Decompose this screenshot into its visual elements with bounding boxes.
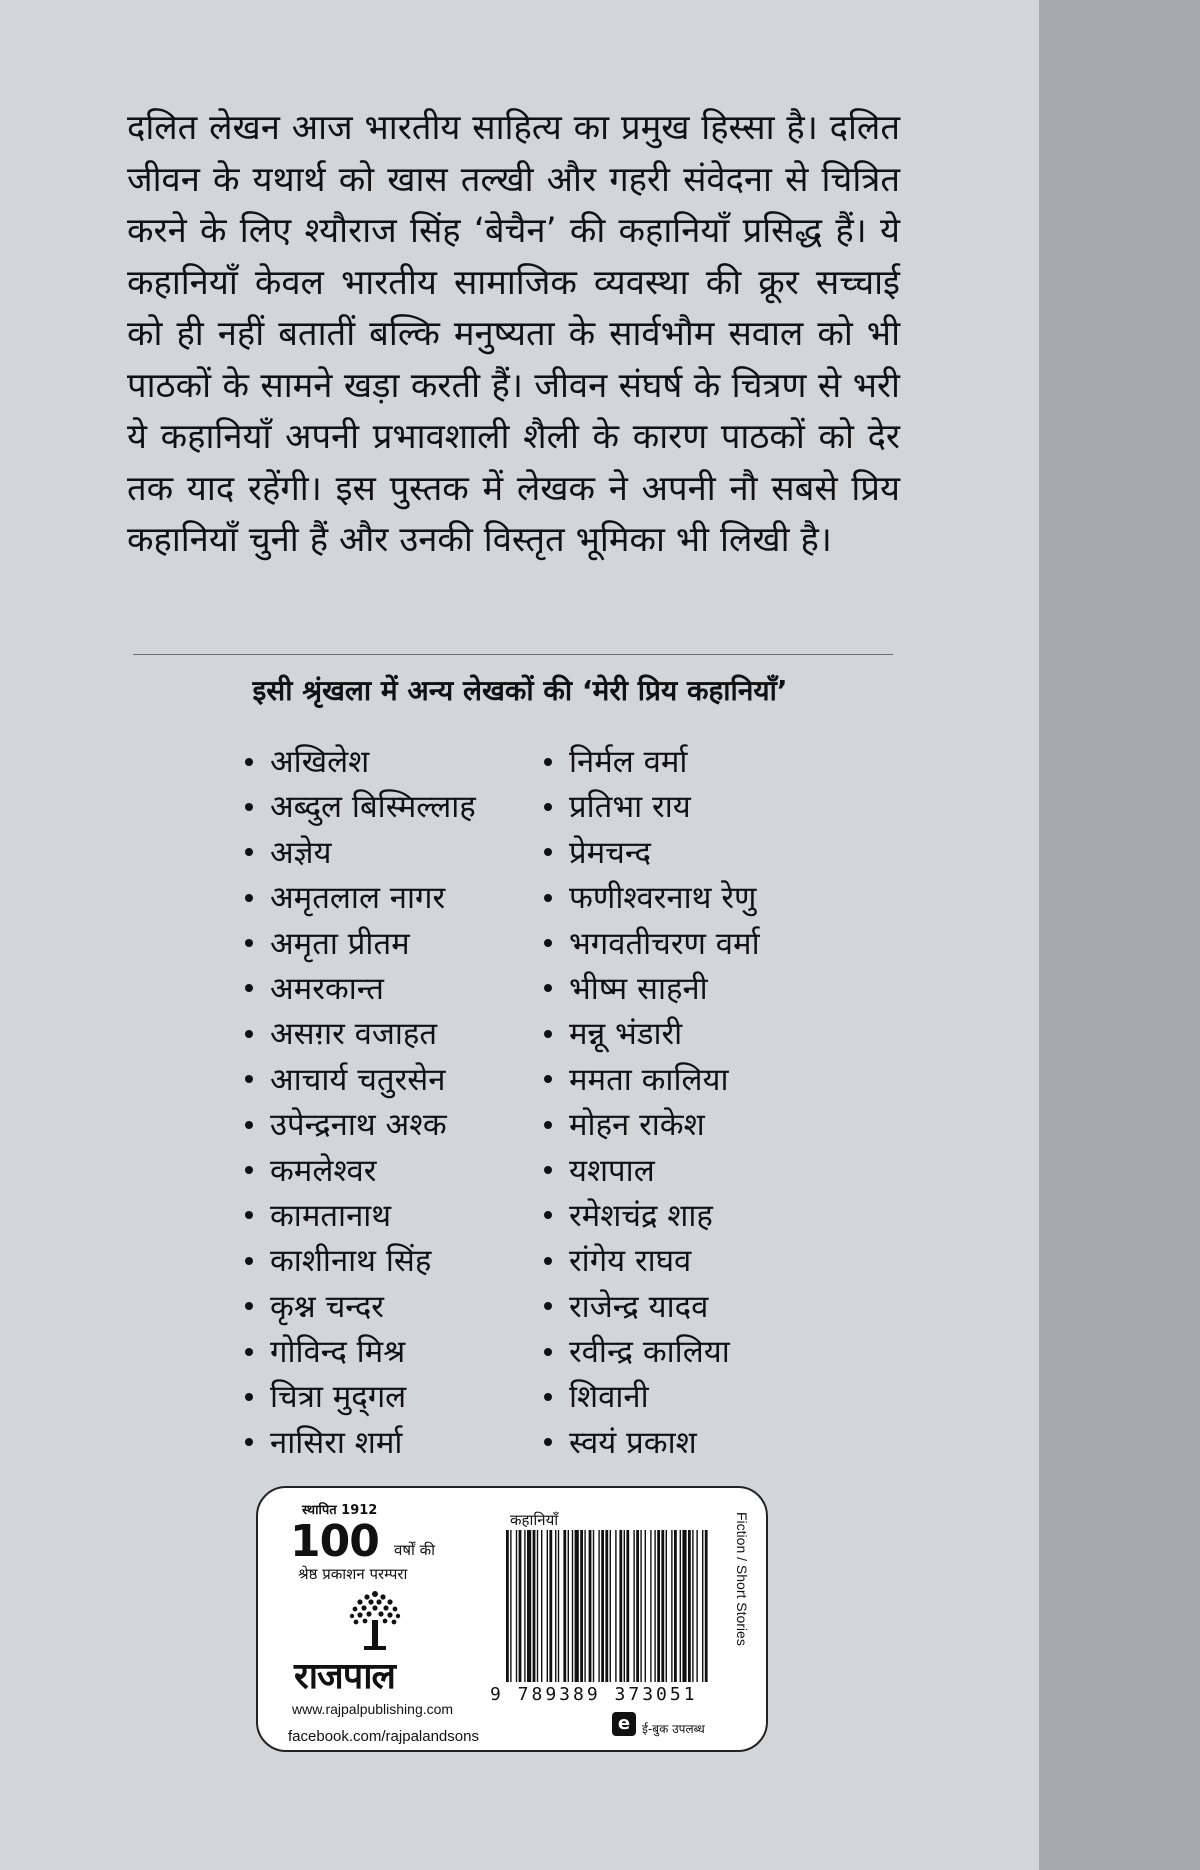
author-list-item [544, 876, 760, 921]
bullet-icon [544, 894, 552, 902]
bullet-icon [245, 894, 253, 902]
author-list-item [544, 1375, 760, 1420]
bullet-icon [544, 939, 552, 947]
barcode-bar [671, 1530, 672, 1682]
author-list-item [544, 740, 760, 785]
author-name: गोविन्द मिश्र [270, 1334, 406, 1371]
barcode-bar [666, 1530, 667, 1682]
author-name: कामतानाथ [270, 1197, 392, 1234]
years-text: वर्षों की [394, 1541, 436, 1559]
author-name: स्वयं प्रकाश [569, 1424, 697, 1461]
barcode-bar [692, 1530, 693, 1682]
barcode-bar [633, 1530, 634, 1682]
established-text: स्थापित 1912 [302, 1503, 378, 1518]
barcode-bar [593, 1530, 594, 1682]
author-name: अखिलेश [270, 744, 370, 780]
bullet-icon [544, 1030, 552, 1038]
bullet-icon [544, 1348, 552, 1356]
barcode-bar [524, 1530, 525, 1682]
author-name: यशपाल [569, 1152, 655, 1189]
barcode-bar [674, 1530, 677, 1682]
bullet-icon [544, 1302, 552, 1310]
barcode-bar [636, 1530, 639, 1682]
divider [133, 654, 893, 655]
bullet-icon [544, 1257, 552, 1265]
bullet-icon [245, 1030, 253, 1038]
barcode-bar [598, 1530, 599, 1682]
author-list-item [544, 1194, 760, 1239]
barcode-bar [510, 1530, 511, 1682]
bullet-icon [544, 1438, 552, 1446]
tradition-text: श्रेष्ठ प्रकाशन परम्परा [298, 1565, 408, 1583]
author-list-item [544, 1421, 760, 1466]
author-list-item [245, 1194, 476, 1239]
author-list-item [544, 1239, 760, 1284]
barcode-bar [527, 1530, 531, 1682]
barcode-bar [537, 1530, 538, 1682]
bullet-icon [245, 1393, 253, 1401]
author-list-item [544, 922, 760, 967]
author-name: उपेन्द्रनाथ अश्क [270, 1107, 447, 1144]
barcode-bar [682, 1530, 686, 1682]
bullet-icon [544, 848, 552, 856]
author-list-item [245, 967, 476, 1012]
author-list-item [544, 1330, 760, 1375]
author-name: फणीश्वरनाथ रेणु [569, 880, 757, 917]
bullet-icon [245, 1166, 253, 1174]
barcode-bar [626, 1530, 629, 1682]
bullet-icon [245, 803, 253, 811]
author-name: रमेशचंद्र शाह [569, 1197, 713, 1234]
barcode-bar [661, 1530, 664, 1682]
barcode-label: कहानियाँ [510, 1511, 559, 1529]
author-name: अमृता प्रीतम [270, 925, 410, 962]
author-list-item [245, 740, 476, 785]
barcode-bar [516, 1530, 517, 1682]
barcode-bar [572, 1530, 573, 1682]
bullet-icon [245, 984, 253, 992]
author-list-right [544, 740, 760, 1466]
author-list-item [245, 1012, 476, 1057]
author-name: चित्रा मुद्‌गल [270, 1379, 407, 1416]
bullet-icon [245, 1438, 253, 1446]
barcode-bar [575, 1530, 579, 1682]
author-name: अमृतलाल नागर [270, 880, 446, 917]
author-list-item [544, 1103, 760, 1148]
author-list-item [245, 831, 476, 876]
centenary-number: 100 [290, 1516, 379, 1567]
tree-logo-icon [346, 1586, 404, 1652]
author-name: अज्ञेय [270, 834, 332, 871]
barcode-bar [705, 1530, 708, 1682]
bullet-icon [245, 939, 253, 947]
facebook-text: facebook.com/rajpalandsons [288, 1728, 479, 1745]
author-name: प्रतिभा राय [569, 789, 691, 826]
author-name: ममता कालिया [569, 1061, 729, 1098]
author-name: मोहन राकेश [569, 1107, 705, 1144]
bullet-icon [245, 758, 253, 766]
author-list-item [245, 922, 476, 967]
author-list-item [544, 785, 760, 830]
author-list-item [245, 876, 476, 921]
author-list-item [544, 1149, 760, 1194]
bullet-icon [245, 1302, 253, 1310]
barcode-bar [654, 1530, 655, 1682]
bullet-icon [544, 984, 552, 992]
bullet-icon [544, 1075, 552, 1083]
author-list-item [245, 1103, 476, 1148]
barcode-bar [645, 1530, 646, 1682]
barcode-bar [580, 1530, 583, 1682]
author-name: मन्नू भंडारी [569, 1016, 683, 1053]
bullet-icon [544, 1166, 552, 1174]
website-text: www.rajpalpublishing.com [292, 1701, 454, 1717]
author-list-item [544, 831, 760, 876]
author-list-item [544, 967, 760, 1012]
barcode-bar [558, 1530, 559, 1682]
author-list-item [245, 1330, 476, 1375]
barcode-bar [541, 1530, 542, 1682]
author-list-item [245, 1375, 476, 1420]
barcode-bar [702, 1530, 703, 1682]
author-list-left [245, 740, 476, 1466]
author-list-item [245, 785, 476, 830]
barcode-bar [624, 1530, 625, 1682]
bullet-icon [245, 1257, 253, 1265]
bullet-icon [245, 1211, 253, 1219]
author-name: आचार्य चतुरसेन [270, 1061, 446, 1098]
bullet-icon [245, 1348, 253, 1356]
barcode-bar [547, 1530, 548, 1682]
bullet-icon [245, 1121, 253, 1129]
author-name: काशीनाथ सिंह [270, 1243, 432, 1280]
barcode-bar [688, 1530, 691, 1682]
barcode-bar [680, 1530, 681, 1682]
publisher-box [256, 1486, 768, 1752]
author-list-item [544, 1058, 760, 1103]
bullet-icon [544, 1211, 552, 1219]
barcode-bar [506, 1530, 509, 1682]
bullet-icon [245, 1075, 253, 1083]
ebook-available-text: ई-बुक उपलब्ध [642, 1722, 705, 1736]
barcode-bar [555, 1530, 556, 1682]
author-name: भीष्म साहनी [569, 970, 708, 1007]
barcode-bar [650, 1530, 651, 1682]
barcode-bar [696, 1530, 697, 1682]
author-list-item [245, 1149, 476, 1194]
ebook-icon: e [612, 1712, 636, 1736]
author-name: अब्दुल बिस्मिल्लाह [270, 789, 476, 826]
barcode [506, 1530, 708, 1682]
barcode-bar [563, 1530, 566, 1682]
barcode-bar [615, 1530, 616, 1682]
author-name: असग़र वजाहत [270, 1016, 438, 1053]
barcode-bar [533, 1530, 536, 1682]
barcode-bar [610, 1530, 611, 1682]
author-name: अमरकान्त [270, 970, 384, 1007]
barcode-bar [657, 1530, 660, 1682]
publisher-logo: राजपाल [294, 1656, 395, 1697]
author-list-item [245, 1239, 476, 1284]
author-name: राजेन्द्र यादव [569, 1288, 709, 1325]
bullet-icon [245, 848, 253, 856]
back-cover-blurb: दलित लेखन आज भारतीय साहित्य का प्रमुख हिस्सा है। दलित जीवन के यथार्थ को खास तल्खी और गहरी संवेदना से चित्रित करने के लिए श्यौराज सिंह ‘बेचैन’ की कहानियाँ प्रसिद्ध हैं। ये कहानियाँ केवल भारतीय सामाजिक व्यवस्था की क्रूर सच्चाई को ही नहीं बतातीं बल्कि मनुष्यता के सार्वभौम सवाल को भी पाठकों के सामने खड़ा करती हैं। जीवन संघर्ष के चित्रण से भरी ये कहानियाँ अपनी प्रभावशाली शैली के कारण पाठकों को देर तक याद रहेंगी। इस पुस्तक में लेखक ने अपनी नौ सबसे प्रिय कहानियाँ चुनी हैं और उनकी विस्तृत भूमिका भी लिखी है। [127, 108, 900, 560]
barcode-bar [619, 1530, 622, 1682]
barcode-bar [640, 1530, 641, 1682]
author-name: निर्मल वर्मा [569, 744, 688, 780]
author-list-item [245, 1058, 476, 1103]
book-spine [1039, 0, 1200, 1870]
barcode-bar [589, 1530, 592, 1682]
bullet-icon [544, 1121, 552, 1129]
author-name: भगवतीचरण वर्मा [569, 925, 760, 962]
series-heading: इसी श्रृंखला में अन्य लेखकों की ‘मेरी प्रिय कहानियाँ’ [252, 674, 788, 707]
author-name: कृश्न चन्दर [270, 1288, 384, 1325]
author-name: शिवानी [569, 1379, 649, 1416]
barcode-bar [519, 1530, 522, 1682]
barcode-bar [568, 1530, 569, 1682]
isbn-digits: 9 789389 373051 [490, 1684, 698, 1705]
author-list-item [245, 1421, 476, 1466]
author-name: प्रेमचन्द [569, 834, 651, 871]
author-name: नासिरा शर्मा [270, 1424, 403, 1461]
author-name: कमलेश्वर [270, 1152, 377, 1189]
author-list-item [544, 1012, 760, 1057]
bullet-icon [544, 758, 552, 766]
genre-label: Fiction / Short Stories [734, 1512, 750, 1646]
barcode-bar [601, 1530, 604, 1682]
barcode-bar [549, 1530, 552, 1682]
barcode-bar [584, 1530, 585, 1682]
barcode-bar [605, 1530, 608, 1682]
author-list-item [245, 1285, 476, 1330]
bullet-icon [544, 1393, 552, 1401]
bullet-icon [544, 803, 552, 811]
author-name: रवीन्द्र कालिया [569, 1334, 730, 1371]
author-name: रांगेय राघव [569, 1243, 692, 1280]
author-list-item [544, 1285, 760, 1330]
